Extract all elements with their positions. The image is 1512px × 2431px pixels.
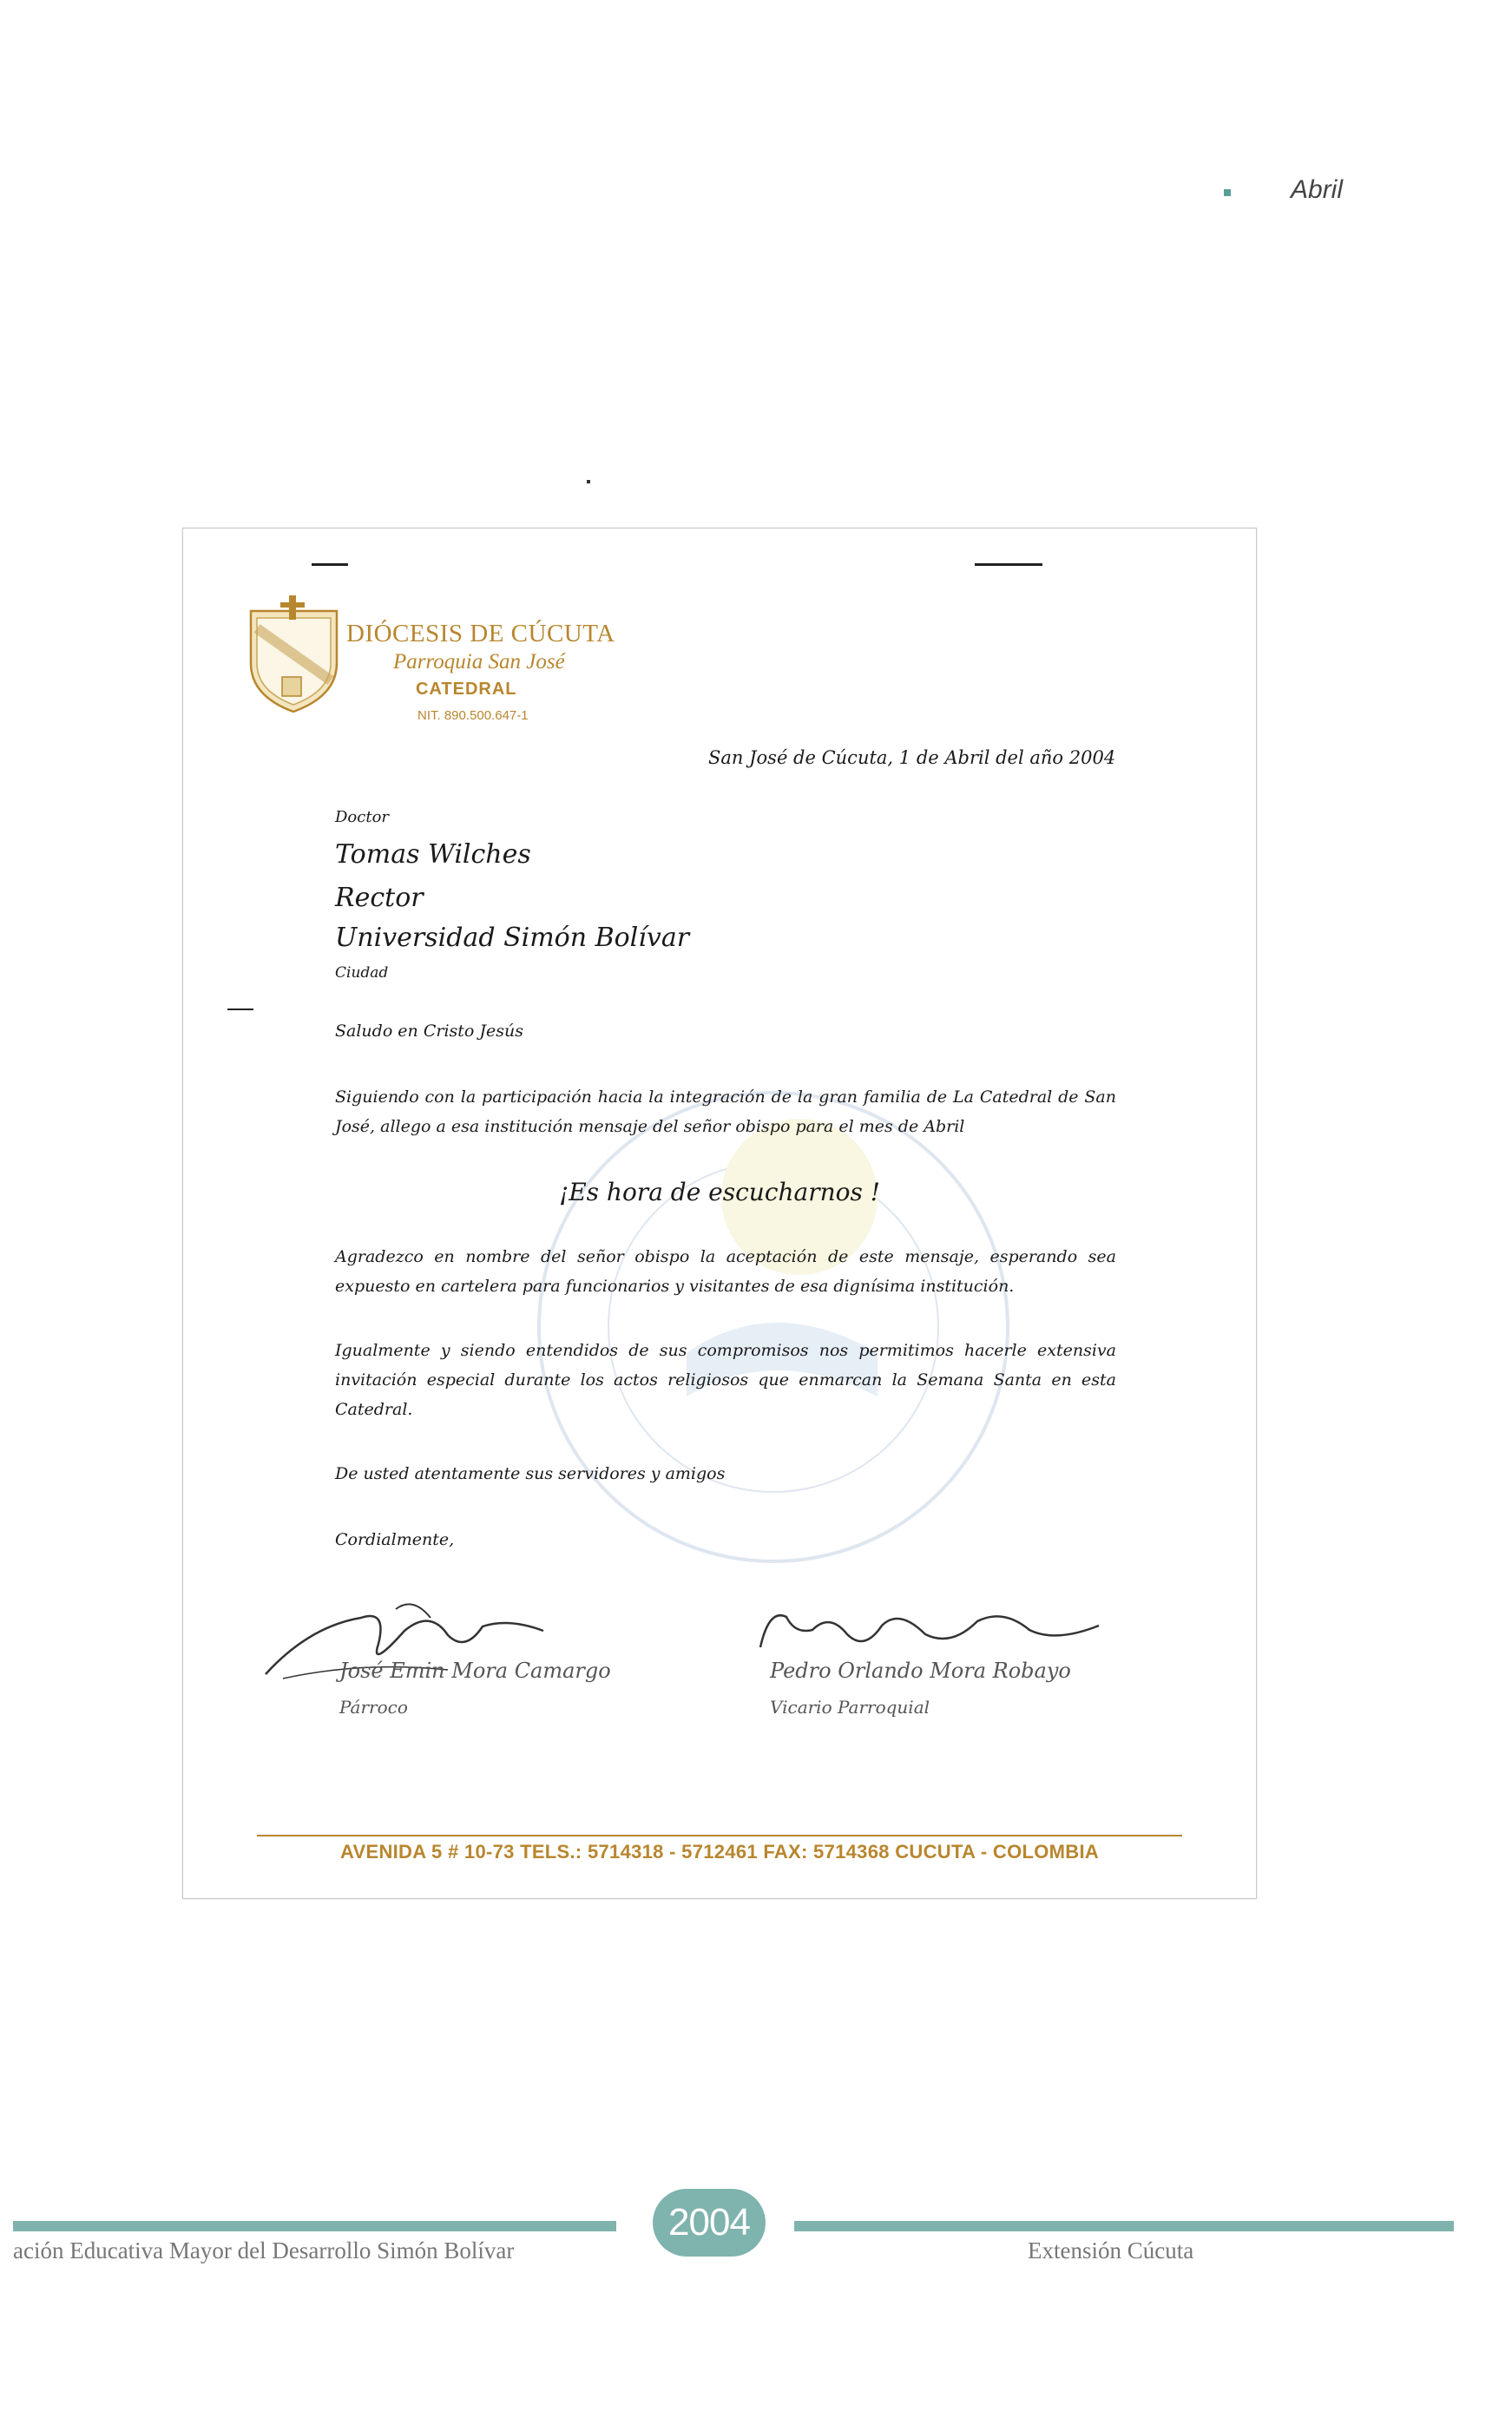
page-footer-institution: ación Educativa Mayor del Desarrollo Simón Bolívar	[13, 2237, 515, 2263]
org-name: DIÓCESIS DE CÚCUTA	[346, 620, 615, 647]
diocese-crest-logo	[244, 594, 344, 715]
signer-1-name: José Emin Mora Camargo	[339, 1659, 611, 1683]
letter-page	[182, 528, 1257, 1899]
scan-mark	[312, 563, 348, 566]
closing-salutation: Cordialmente,	[335, 1530, 455, 1549]
scan-dot	[587, 480, 590, 483]
paragraph-1: Siguiendo con la participación hacia la integración de la gran familia de La Catedral de San José, allego a esa institución mensaje del señor obispo para el mes de Abril	[335, 1087, 1116, 1136]
scan-mark	[975, 563, 1042, 566]
dateline: San José de Cúcuta, 1 de Abril del año 2004	[708, 747, 1116, 768]
letterhead	[346, 620, 694, 723]
paragraph-3: Igualmente y siendo entendidos de sus compromisos nos permitimos hacerle extensiva invitación especial durante los actos religiosos que enmarcan la Semana Santa en esta Catedral.	[335, 1341, 1116, 1419]
recipient-institution: Universidad Simón Bolívar	[335, 923, 690, 953]
scan-mark	[227, 1009, 253, 1010]
header-bullet	[1224, 189, 1231, 196]
recipient-name: Tomas Wilches	[335, 839, 531, 870]
recipient-city: Ciudad	[335, 964, 389, 982]
signature-right	[752, 1600, 1116, 1660]
closing-line: De usted atentamente sus servidores y amigos	[335, 1464, 726, 1483]
greeting: Saludo en Cristo Jesús	[335, 1022, 523, 1041]
nit-number: NIT. 890.500.647-1	[417, 708, 529, 723]
footer-band-right	[794, 2221, 1454, 2231]
year-badge: 2004	[653, 2189, 766, 2257]
signer-2-role: Vicario Parroquial	[770, 1697, 930, 1718]
cathedral-label: CATEDRAL	[416, 680, 517, 699]
signer-1-role: Párroco	[339, 1697, 408, 1718]
parish-name: Parroquia San José	[393, 650, 565, 673]
letter-footer-address: AVENIDA 5 # 10-73 TELS.: 5714318 - 5712461 FAX: 5714368 CUCUTA - COLOMBIA	[339, 1841, 1100, 1863]
letter-footer-rule	[257, 1835, 1182, 1836]
seal-watermark	[513, 1067, 1034, 1587]
slogan: ¡Es hora de escucharnos !	[558, 1178, 881, 1206]
paragraph-2: Agradezco en nombre del señor obispo la aceptación de este mensaje, esperando sea expuesto en cartelera para funcionarios y visitantes de esa dignísima institución.	[335, 1247, 1116, 1296]
recipient-title: Doctor	[335, 808, 390, 826]
page-header-month: Abril	[1291, 175, 1344, 204]
signer-2-name: Pedro Orlando Mora Robayo	[770, 1659, 1071, 1683]
footer-band-left	[13, 2221, 616, 2231]
recipient-role: Rector	[335, 883, 424, 913]
page-footer-extension: Extensión Cúcuta	[1028, 2237, 1194, 2263]
